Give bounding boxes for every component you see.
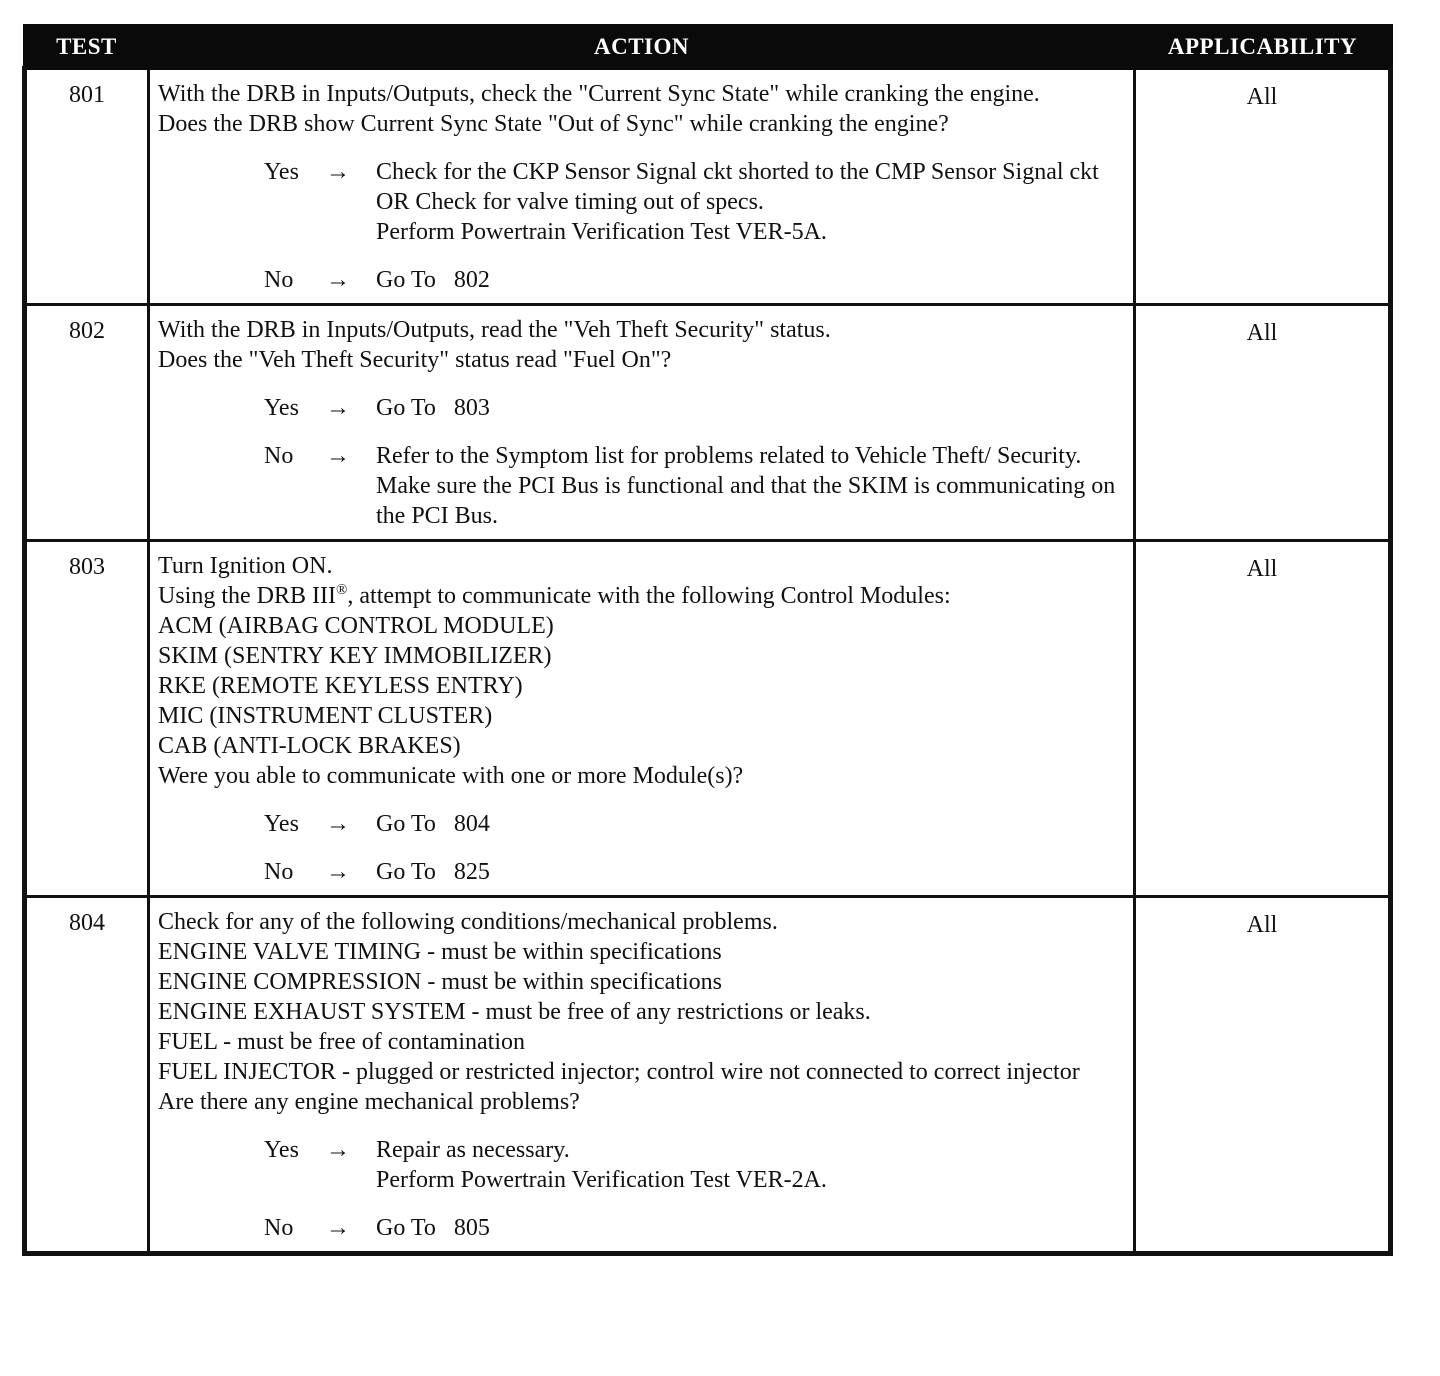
answer-line: Perform Powertrain Verification Test VER-2A.	[376, 1167, 827, 1193]
test-number: 804	[25, 897, 149, 1254]
right-arrow-icon: →	[326, 859, 350, 885]
answer-line: Perform Powertrain Verification Test VER-5A.	[376, 219, 827, 245]
table-row	[25, 897, 1391, 1254]
table-header-row	[25, 26, 1391, 68]
action-paragraph: With the DRB in Inputs/Outputs, check the "Current Sync State" while cranking the engine.	[158, 81, 1040, 107]
answer-no	[158, 857, 1127, 887]
answer-text	[376, 1213, 1127, 1243]
answer-line: Go To 804	[376, 811, 490, 837]
answer-text	[376, 157, 1127, 247]
module-item: ACM (AIRBAG CONTROL MODULE)	[158, 613, 554, 639]
module-item: SKIM (SENTRY KEY IMMOBILIZER)	[158, 643, 552, 669]
answer-label: Yes	[264, 159, 299, 185]
right-arrow-icon: →	[326, 811, 350, 837]
action-question: Does the DRB show Current Sync State "Out of Sync" while cranking the engine?	[158, 111, 949, 137]
answer-no	[158, 441, 1127, 531]
answer-line: Repair as necessary.	[376, 1137, 570, 1163]
answer-line: Check for the CKP Sensor Signal ckt shorted to the CMP Sensor Signal ckt OR Check for valve timing out of specs.	[376, 159, 1099, 215]
action-paragraph: Check for any of the following conditions/mechanical problems.	[158, 909, 778, 935]
right-arrow-icon: →	[326, 395, 350, 421]
answer-label: Yes	[264, 811, 299, 837]
action-cell	[149, 541, 1135, 897]
applicability-value: All	[1135, 305, 1391, 541]
action-paragraph: Turn Ignition ON.	[158, 553, 333, 579]
module-item: CAB (ANTI-LOCK BRAKES)	[158, 733, 461, 759]
answer-text	[376, 1135, 1127, 1195]
module-item: RKE (REMOTE KEYLESS ENTRY)	[158, 673, 523, 699]
answer-label: No	[264, 1215, 294, 1241]
header-action: ACTION	[149, 26, 1135, 68]
answer-line: Go To 803	[376, 395, 490, 421]
action-question: Were you able to communicate with one or more Module(s)?	[158, 763, 744, 789]
header-applicability: APPLICABILITY	[1135, 26, 1391, 68]
right-arrow-icon: →	[326, 1137, 350, 1163]
answer-label: Yes	[264, 395, 299, 421]
registered-mark: ®	[335, 582, 348, 598]
answer-line: Refer to the Symptom list for problems related to Vehicle Theft/ Security. Make sure the PCI Bus is functional and that the SKIM is communicating on the PCI Bus.	[376, 443, 1116, 529]
condition-item: FUEL - must be free of contamination	[158, 1029, 526, 1055]
table-row	[25, 541, 1391, 897]
answer-label: No	[264, 267, 294, 293]
diagnostic-table-container	[22, 24, 1388, 1256]
header-test: TEST	[25, 26, 149, 68]
test-number: 802	[25, 305, 149, 541]
answer-text	[376, 265, 1127, 295]
right-arrow-icon: →	[326, 1215, 350, 1241]
condition-item: ENGINE EXHAUST SYSTEM - must be free of any restrictions or leaks.	[158, 999, 871, 1025]
answer-yes	[158, 1135, 1127, 1195]
applicability-value: All	[1135, 68, 1391, 305]
right-arrow-icon: →	[326, 443, 350, 469]
condition-item: ENGINE COMPRESSION - must be within specifications	[158, 969, 722, 995]
answer-yes	[158, 809, 1127, 839]
answer-no	[158, 265, 1127, 295]
answer-no	[158, 1213, 1127, 1243]
test-number: 803	[25, 541, 149, 897]
answer-text	[376, 441, 1127, 531]
answer-yes	[158, 157, 1127, 247]
action-cell	[149, 897, 1135, 1254]
answer-line: Go To 825	[376, 859, 490, 885]
table-row	[25, 68, 1391, 305]
action-question: Does the "Veh Theft Security" status read "Fuel On"?	[158, 347, 672, 373]
answer-text	[376, 809, 1127, 839]
module-item: MIC (INSTRUMENT CLUSTER)	[158, 703, 493, 729]
answer-label: Yes	[264, 1137, 299, 1163]
action-paragraph: Using the DRB III®, attempt to communicate with the following Control Modules:	[158, 582, 951, 609]
right-arrow-icon: →	[326, 159, 350, 185]
answer-yes	[158, 393, 1127, 423]
answer-label: No	[264, 859, 294, 885]
diagnostic-test-table	[22, 24, 1393, 1256]
action-question: Are there any engine mechanical problems?	[158, 1089, 580, 1115]
answer-line: Go To 802	[376, 267, 490, 293]
answer-line: Go To 805	[376, 1215, 490, 1241]
right-arrow-icon: →	[326, 267, 350, 293]
answer-label: No	[264, 443, 294, 469]
table-row	[25, 305, 1391, 541]
action-cell	[149, 305, 1135, 541]
applicability-value: All	[1135, 897, 1391, 1254]
applicability-value: All	[1135, 541, 1391, 897]
condition-item: ENGINE VALVE TIMING - must be within specifications	[158, 939, 722, 965]
action-paragraph: With the DRB in Inputs/Outputs, read the "Veh Theft Security" status.	[158, 317, 831, 343]
answer-text	[376, 857, 1127, 887]
action-cell	[149, 68, 1135, 305]
test-number: 801	[25, 68, 149, 305]
answer-text	[376, 393, 1127, 423]
condition-item: FUEL INJECTOR - plugged or restricted injector; control wire not connected to correct injector	[158, 1059, 1080, 1085]
